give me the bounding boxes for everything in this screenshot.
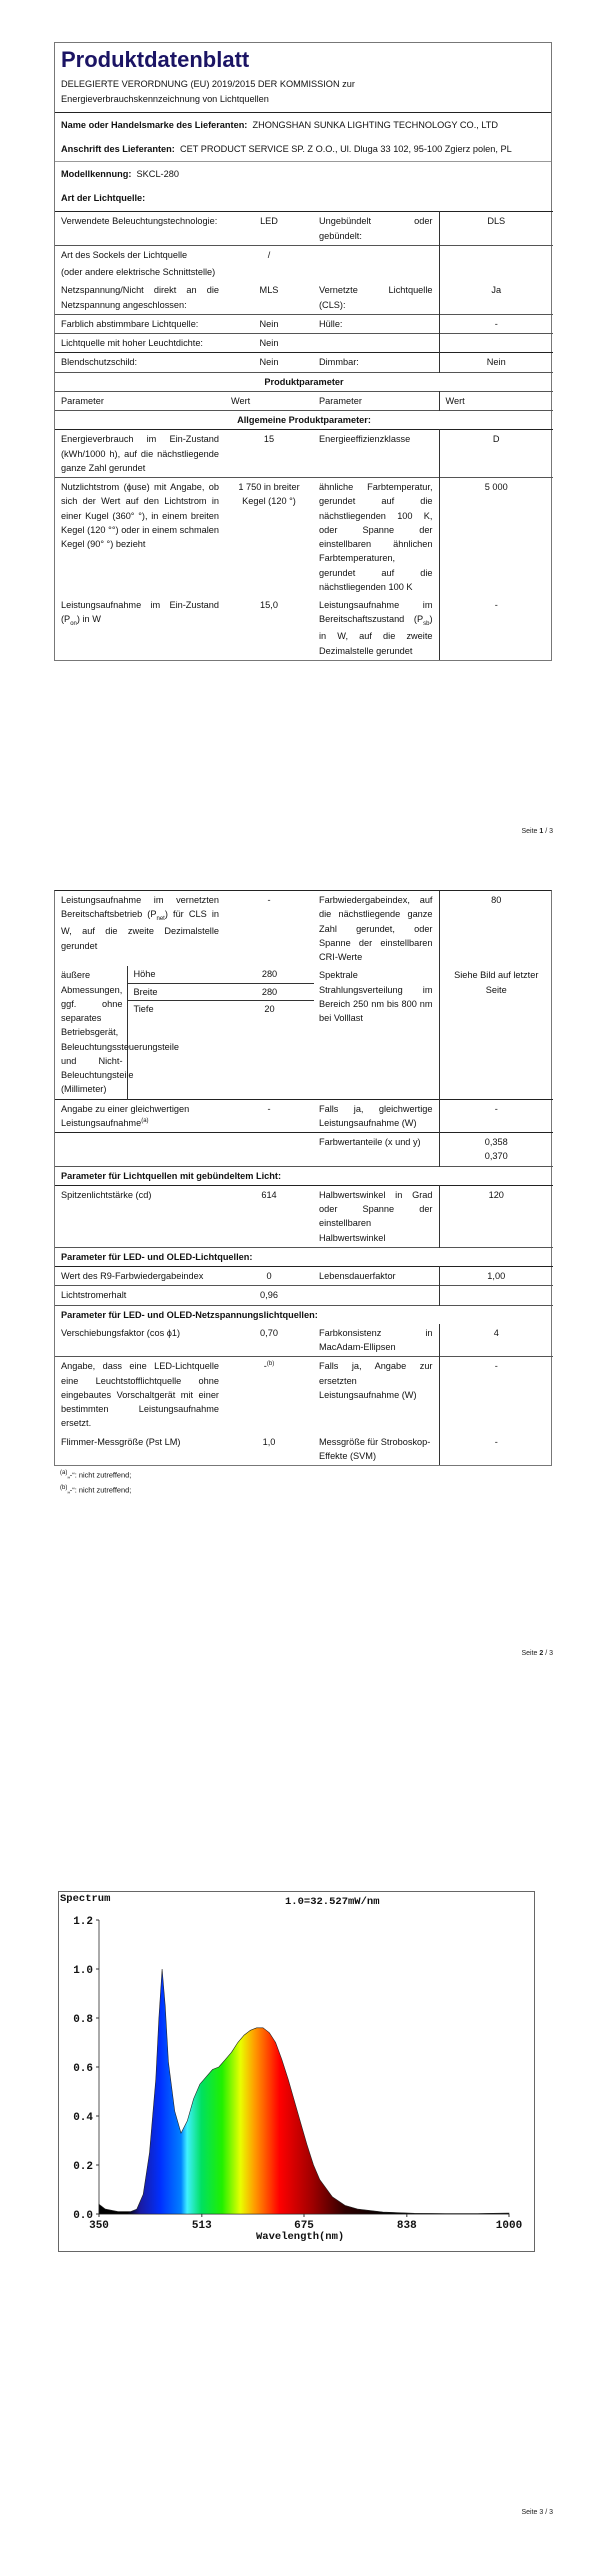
- param-value: 614: [225, 1185, 313, 1247]
- param-label: Lichtstromerhalt: [55, 1286, 225, 1305]
- param-value: DLS: [439, 212, 553, 246]
- param-value: 15,0: [260, 600, 278, 611]
- param-value: [439, 334, 553, 353]
- label-subscript: on: [70, 621, 77, 628]
- table-row: [55, 891, 553, 966]
- page-number: [521, 1649, 553, 1660]
- param-label: Dimmbar:: [313, 353, 439, 372]
- param-value: -: [267, 895, 271, 905]
- footnote-ref: (b): [266, 1361, 275, 1368]
- table-row: [55, 478, 553, 597]
- param-label: [313, 1286, 439, 1305]
- param-value: Nein: [439, 353, 553, 372]
- socket-label: Art des Sockels der Lichtquelle: [61, 249, 188, 260]
- footnote-text: „-“: nicht zutreffend;: [67, 1485, 132, 1494]
- param-value: D: [439, 430, 553, 478]
- param-label: Flimmer-Messgröße (Pst LM): [61, 1436, 181, 1447]
- param-label: [55, 596, 225, 660]
- svg-text:350: 350: [89, 2220, 109, 2232]
- footnotes: [54, 1468, 552, 1497]
- svg-text:0.0: 0.0: [73, 2210, 93, 2222]
- supplier-name-label: Name oder Handelsmarke des Lieferanten:: [61, 120, 248, 131]
- column-header: Wert: [225, 391, 313, 410]
- param-value: 4: [493, 1327, 499, 1338]
- param-label: [55, 891, 225, 966]
- column-header: Parameter: [313, 391, 439, 410]
- param-label: Farbwiedergabeindex, auf die nächstliegende ganze Zahl gerundet, oder Spanne der einstellbaren CRI-Werte: [313, 891, 439, 966]
- spectrum-plot: [59, 1892, 534, 2251]
- svg-text:0.6: 0.6: [73, 2063, 93, 2075]
- param-value: 80: [491, 895, 502, 905]
- dimensions-values: [127, 966, 313, 1099]
- param-label: Energieeffizienzklasse: [313, 430, 439, 478]
- socket-label-note: (oder andere elektrische Schnittstelle): [61, 267, 216, 278]
- param-value: -: [439, 1099, 553, 1133]
- param-value: -: [225, 1099, 313, 1133]
- param-label: Messgröße für Stroboskop-Effekte (SVM): [313, 1433, 439, 1466]
- param-label: [313, 334, 439, 353]
- param-label: Farbwertanteile (x und y): [313, 1133, 439, 1167]
- footnote-mark: (a): [60, 1470, 68, 1476]
- chart-annotation: 1.0=32.527mW/nm: [285, 1896, 380, 1908]
- label-text: ) für CLS in W, auf die zweite Dezimalstelle gerundet: [61, 909, 219, 951]
- model-value: SKCL-280: [136, 168, 179, 179]
- mains-heading: Parameter für LED- und OLED-Netzspannungslichtquellen:: [55, 1305, 553, 1324]
- param-label: Energieverbrauch im Ein-Zustand (kWh/1000 h), auf die nächstliegende ganze Zahl gerundet: [55, 430, 225, 478]
- param-label: ähnliche Farbtemperatur, gerundet auf die nächstliegenden 100 K, oder Spanne der einstellbaren ähnlichen Farbtemperaturen, gerundet auf die nächstliegenden 100 K: [313, 478, 439, 597]
- regulation-line-1: DELEGIERTE VERORDNUNG (EU) 2019/2015 DER KOMMISSION zur: [61, 79, 355, 89]
- label-subscript: net: [156, 916, 165, 923]
- x-axis-label: Wavelength(nm): [256, 2231, 345, 2243]
- chromaticity-y: 0,370: [484, 1151, 508, 1162]
- label-text: Angabe zu einer gleichwertigen Leistungsaufnahme: [61, 1103, 190, 1128]
- label-text: Leistungsaufnahme im Bereitschaftszustand (P: [319, 600, 433, 625]
- spectrum-chart: [58, 1891, 535, 2252]
- page-current: 2: [539, 1650, 544, 1657]
- param-label: Angabe, dass eine LED-Lichtquelle eine Leuchtstofflichtquelle ohne eingebautes Vorschaltgerät mit einer bestimmten Leistungsaufnahme ersetzt.: [55, 1357, 225, 1433]
- param-label: Vernetzte Lichtquelle (CLS):: [313, 281, 439, 314]
- param-label: Halbwertswinkel in Grad oder Spanne der einstellbaren Halbwertswinkel: [313, 1185, 439, 1247]
- general-parameters-heading: Allgemeine Produktparameter:: [55, 411, 553, 430]
- column-header-row: [55, 391, 553, 410]
- table-row: [55, 430, 553, 478]
- supplier-name: [55, 112, 551, 137]
- supplier-address-value: CET PRODUCT SERVICE SP. Z O.O., Ul. Dluga 33 102, 95-100 Zgierz polen, PL: [179, 144, 512, 155]
- table-row: [55, 1433, 553, 1466]
- light-source-type-heading: [55, 186, 551, 212]
- svg-text:0.8: 0.8: [73, 2014, 93, 2026]
- model-identifier: [55, 161, 551, 186]
- param-label: Spitzenlichtstärke (cd): [55, 1185, 225, 1247]
- chromaticity-x: 0,358: [484, 1137, 508, 1147]
- param-label: Lebensdauerfaktor: [313, 1267, 439, 1286]
- param-label: Netzspannung/Nicht direkt an die Netzspannung angeschlossen:: [61, 285, 219, 310]
- param-label: [313, 245, 439, 281]
- product-parameters-heading: Produktparameter: [55, 372, 553, 391]
- section-heading-row: [55, 372, 553, 391]
- light-source-type-label: Art der Lichtquelle:: [61, 192, 146, 203]
- page-current: 3: [539, 2509, 544, 2516]
- param-label: [55, 1099, 225, 1133]
- footnote: [54, 1468, 552, 1483]
- param-label: Verschiebungsfaktor (cos ϕ1): [61, 1327, 181, 1338]
- table-row: [55, 1324, 553, 1357]
- svg-text:513: 513: [191, 2220, 212, 2232]
- column-header: Parameter: [55, 391, 225, 410]
- supplier-name-value: ZHONGSHAN SUNKA LIGHTING TECHNOLOGY CO., LTD: [252, 120, 499, 131]
- svg-text:1.2: 1.2: [73, 1916, 93, 1928]
- svg-text:1.0: 1.0: [73, 1965, 93, 1977]
- label-text: ) in W, auf die zweite Dezimalstelle gerundet: [319, 614, 433, 656]
- table-row: [55, 353, 553, 372]
- footnote: [54, 1483, 552, 1498]
- dimension-value: 280: [261, 969, 278, 980]
- param-value: 1,0: [262, 1436, 276, 1447]
- supplier-address: [55, 137, 551, 161]
- dimension-name: Tiefe: [133, 1003, 154, 1014]
- param-label: Blendschutzschild:: [55, 353, 225, 372]
- param-label: Farblich abstimmbare Lichtquelle:: [55, 314, 225, 333]
- param-label: Falls ja, Angabe zur ersetzten Leistungsaufnahme (W): [313, 1357, 439, 1433]
- param-label: Hülle:: [313, 314, 439, 333]
- param-value: 0,70: [260, 1327, 278, 1338]
- section-heading-row: [55, 411, 553, 430]
- dimension-name: Breite: [133, 986, 158, 997]
- param-value: Nein: [225, 314, 313, 333]
- page-total: / 3: [543, 1650, 553, 1657]
- table-row: [55, 1267, 553, 1286]
- dimension-value: 280: [261, 986, 278, 997]
- param-value: Nein: [225, 334, 313, 353]
- label-text: Leistungsaufnahme im Ein-Zustand (P: [61, 600, 219, 625]
- svg-text:838: 838: [396, 2220, 417, 2232]
- light-source-table: [54, 211, 552, 661]
- svg-text:0.2: 0.2: [73, 2161, 93, 2173]
- svg-text:0.4: 0.4: [73, 2112, 93, 2124]
- table-row: [55, 245, 553, 281]
- page-total: / 3: [543, 2509, 553, 2516]
- regulation-text: [55, 77, 551, 112]
- param-value: -: [439, 1357, 553, 1433]
- table-row: [55, 1099, 553, 1133]
- page-number: [521, 2508, 553, 2519]
- value-text: -: [263, 1361, 267, 1372]
- table-row: [55, 1133, 553, 1167]
- page-label: Seite: [521, 828, 540, 835]
- model-label: Modellkennung:: [61, 168, 132, 179]
- table-row: [55, 1185, 553, 1247]
- svg-text:675: 675: [294, 2220, 314, 2232]
- document-title: Produktdatenblatt: [61, 47, 250, 72]
- datasheet-header: [54, 42, 552, 661]
- param-value: -: [439, 314, 553, 333]
- param-label: Farbkonsistenz in MacAdam-Ellipsen: [313, 1324, 439, 1357]
- regulation-line-2: Energieverbrauchskennzeichnung von Lichtquellen: [61, 93, 269, 104]
- empty-cell: [55, 1133, 225, 1167]
- table-row: [55, 314, 553, 333]
- footnote-mark: (b): [60, 1484, 68, 1491]
- table-row: [55, 334, 553, 353]
- dimensions-row: [55, 966, 553, 1099]
- page-label: Seite: [521, 2509, 540, 2516]
- page-label: Seite: [521, 1650, 540, 1657]
- param-value: Siehe Bild auf letzter Seite: [454, 970, 539, 995]
- param-value: [225, 1357, 313, 1433]
- param-label: [55, 245, 225, 281]
- dimension-value: 20: [264, 1003, 275, 1014]
- section-heading-row: [55, 1305, 553, 1324]
- param-value: [439, 1286, 553, 1305]
- param-value: 0,96: [225, 1286, 313, 1305]
- supplier-address-label: Anschrift des Lieferanten:: [61, 144, 175, 155]
- param-label: Nutzlichtstrom (ϕuse) mit Angabe, ob sich der Wert auf den Lichtstrom in einer Kugel (360° °), in einem breiten Kegel (120 °°) oder in einem schmalen Kegel (90° °) bezieht: [55, 478, 225, 597]
- param-value: MLS: [259, 285, 279, 296]
- led-heading: Parameter für LED- und OLED-Lichtquellen:: [55, 1247, 553, 1266]
- param-value: [439, 1133, 553, 1167]
- param-value: [439, 245, 553, 281]
- param-label: Verwendete Beleuchtungstechnologie:: [55, 212, 225, 246]
- table-row: [55, 212, 553, 246]
- param-label: Lichtquelle mit hoher Leuchtdichte:: [55, 334, 225, 353]
- table-row: [55, 281, 553, 314]
- param-label: Spektrale Strahlungsverteilung im Bereich 250 nm bis 800 nm bei Volllast: [313, 966, 439, 1099]
- param-label: Ungebündelt oder gebündelt:: [313, 212, 439, 246]
- param-label: Falls ja, gleichwertige Leistungsaufnahme (W): [313, 1099, 439, 1133]
- footnote-text: „-“: nicht zutreffend;: [67, 1470, 132, 1480]
- label-subscript: sb: [423, 621, 430, 628]
- dimension-row: [128, 1000, 314, 1017]
- table-row: [55, 596, 553, 660]
- label-text: Leistungsaufnahme im vernetzten Bereitschaftsbetrieb (P: [61, 895, 219, 920]
- param-value: Ja: [491, 285, 502, 296]
- page-number: [521, 827, 553, 838]
- param-value: 15: [225, 430, 313, 478]
- param-value: LED: [225, 212, 313, 246]
- directional-heading: Parameter für Lichtquellen mit gebündeltem Licht:: [55, 1166, 553, 1185]
- param-value: 5 000: [439, 478, 553, 597]
- dimensions-label: äußere Abmessungen, ggf. ohne separates Betriebsgerät, Beleuchtungssteuerungsteile und Nicht-Beleuchtungsteile (Millimeter): [55, 966, 127, 1099]
- section-heading-row: [55, 1247, 553, 1266]
- datasheet-continued: [54, 890, 552, 1497]
- svg-text:1000: 1000: [495, 2220, 523, 2232]
- column-header: Wert: [439, 391, 553, 410]
- table-row: [55, 1286, 553, 1305]
- param-value: -: [494, 1436, 498, 1447]
- footnote-ref: (a): [141, 1117, 149, 1124]
- param-label: Wert des R9-Farbwiedergabeindex: [55, 1267, 225, 1286]
- param-value: 1 750 in breiter Kegel (120 °): [225, 478, 313, 597]
- dimension-name: Höhe: [133, 969, 156, 980]
- param-label: [313, 596, 439, 660]
- param-value: 120: [439, 1185, 553, 1247]
- section-heading-row: [55, 1166, 553, 1185]
- page-current: 1: [539, 828, 544, 835]
- chart-title: Spectrum: [60, 1893, 111, 1905]
- empty-cell: [225, 1133, 313, 1167]
- param-value: /: [225, 245, 313, 281]
- parameters-table: [54, 890, 552, 1466]
- param-value: -: [494, 600, 498, 611]
- table-row: [55, 1357, 553, 1433]
- page-total: / 3: [543, 828, 553, 835]
- param-value: 0: [225, 1267, 313, 1286]
- dimension-row: [128, 983, 314, 1000]
- label-text: ) in W: [76, 614, 101, 625]
- spectrum-area: [99, 1969, 509, 2214]
- param-value: Nein: [225, 353, 313, 372]
- dimension-row: [128, 966, 314, 983]
- param-value: 1,00: [439, 1267, 553, 1286]
